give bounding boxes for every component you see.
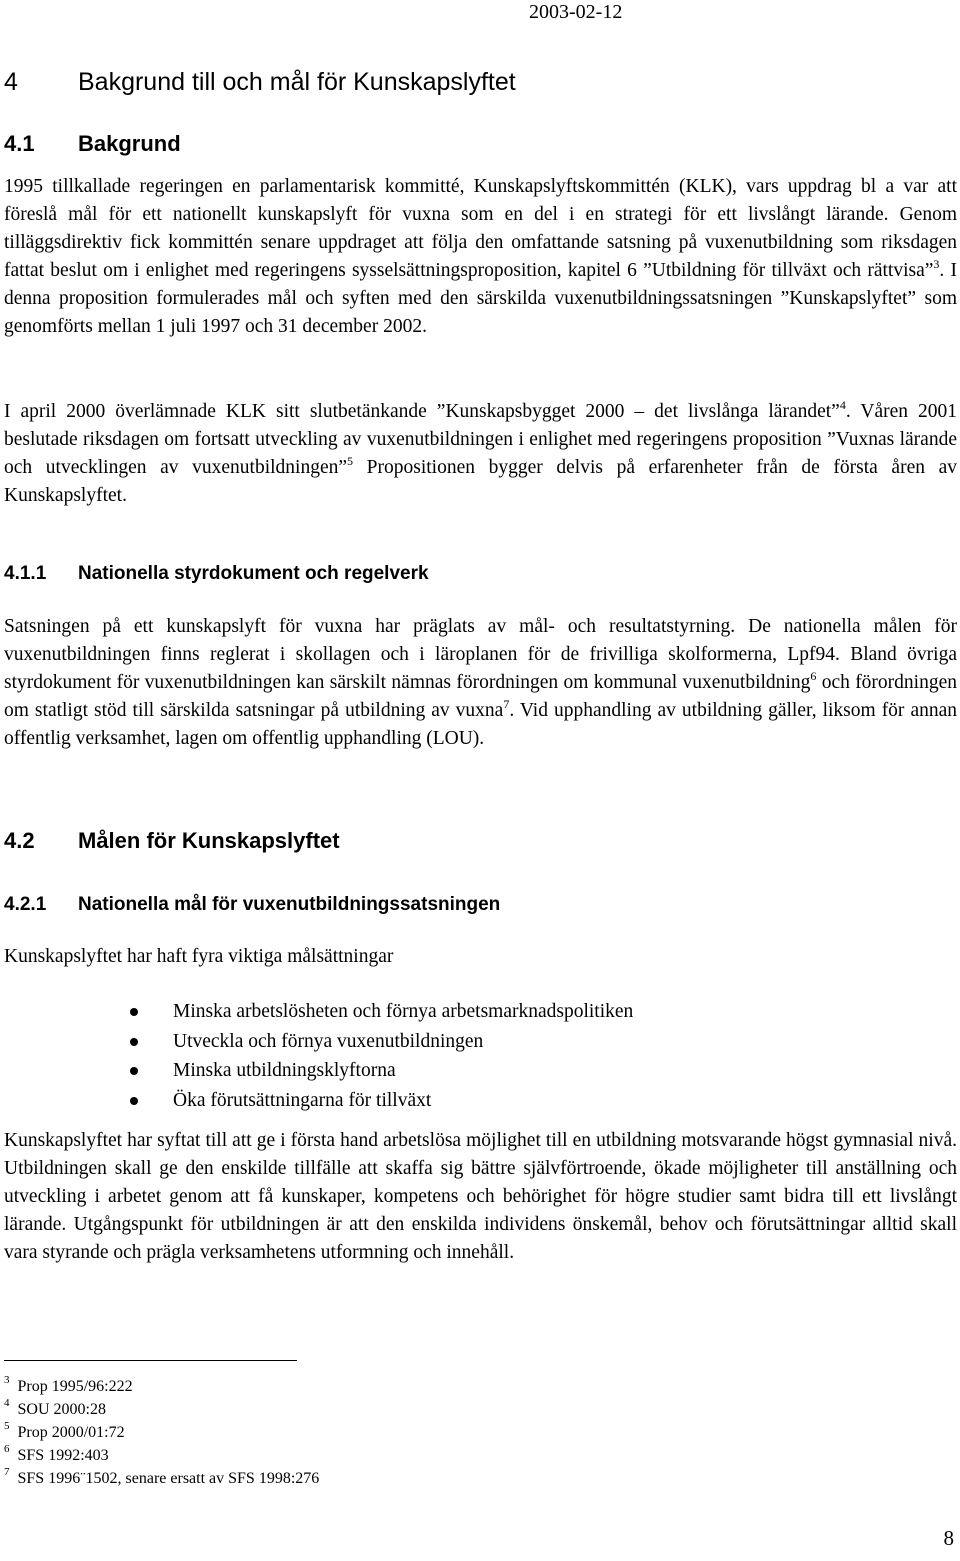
section-number: 4.1 [4, 131, 35, 156]
paragraph-background-1: 1995 tillkallade regeringen en parlamentarisk kommitté, Kunskapslyftskommittén (KLK), vars uppdrag bl a var att föreslå mål för ett nationellt kunskapslyft för vuxna som en del i en strategi för ett livslångt lärande. Genom tilläggsdirektiv fick kommittén senare uppdraget att följa den omfattande satsning på vuxenutbildning som riksdagen fattat beslut om i enlighet med regeringens sysselsättningsproposition, kapitel 6 ”Utbildning för tillväxt och rättvisa”$^3$. I denna proposition formulerades mål och syften med den särskilda vuxenutbildningssatsningen ”Kunskapslyftet” som genomförts mellan 1 juli 1997 och 31 december 2002. [4, 176, 957, 337]
paragraph-purpose: Kunskapslyftet har syftat till att ge i första hand arbetslösa möjlighet till en utbildning motsvarande högst gymnasial nivå. Utbildningen skall ge den enskilde tillfälle att skaffa sig bättre självförtroende, ökade möjligheter till anställning och utveckling i arbetet genom att få kunskaper, kompetens och behörighet för högre studier samt bidra till ett livslångt lärande. Utgångspunkt för utbildningen är att den enskilda individens önskemål, behov och förutsättningar alltid skall vara styrande och prägla verksamhetens utformning och innehåll. [4, 1130, 957, 1263]
chapter-heading [4, 68, 516, 97]
footnote: $^7$ SFS 1996¨1502, senare ersatt av SFS 1998:276 [4, 1465, 320, 1487]
footnote-separator [4, 1360, 297, 1361]
footnote-ref: 7 [503, 696, 510, 711]
list-item: Utveckla och förnya vuxenutbildningen [130, 1027, 633, 1057]
section-title: Nationella styrdokument och regelverk [78, 563, 429, 584]
list-item: Öka förutsättningarna för tillväxt [130, 1086, 633, 1116]
footnote: $^3$ Prop 1995/96:222 [4, 1373, 133, 1395]
footnote-ref: 4 [839, 397, 846, 412]
footnote-ref: 5 [347, 453, 354, 468]
footnote-ref: 6 [810, 668, 817, 683]
goals-list [130, 997, 633, 1115]
page-number: 8 [943, 1526, 954, 1550]
footnote: $^5$ Prop 2000/01:72 [4, 1419, 125, 1441]
footnote-ref: 3 [933, 256, 940, 271]
section-number: 4.2.1 [4, 894, 47, 915]
section-title: Bakgrund [78, 131, 181, 156]
section-heading-4-1 [4, 131, 181, 157]
bullet-icon [130, 1067, 138, 1075]
list-item: Minska arbetslösheten och förnya arbetsmarknadspolitiken [130, 997, 633, 1027]
paragraph-background-2: I april 2000 överlämnade KLK sitt slutbetänkande ”Kunskapsbygget 2000 – det livslånga lärandet”$^4$. Våren 2001 beslutade riksdagen om fortsatt utveckling av vuxenutbildningen i enlighet med regeringens proposition ”Vuxnas lärande och utvecklingen av vuxenutbildningen”$^5$ Propositionen bygger delvis på erfarenheter från de första åren av Kunskapslyftet. [4, 397, 957, 506]
document-date: 2003-02-12 [529, 1, 623, 23]
bullet-icon [130, 1008, 138, 1016]
section-number: 4.1.1 [4, 563, 47, 584]
section-heading-4-2 [4, 828, 340, 854]
section-heading-4-2-1 [4, 894, 500, 916]
footnote: $^4$ SOU 2000:28 [4, 1396, 106, 1418]
paragraph-styrdokument: Satsningen på ett kunskapslyft för vuxna har präglats av mål- och resultatstyrning. De nationella målen för vuxenutbildningen finns reglerat i skollagen och i läroplanen för de frivilliga skolformerna, Lpf94. Bland övriga styrdokument för vuxenutbildningen kan särskilt nämnas förordningen om kommunal vuxenutbildning$^6$ och förordningen om statligt stöd till särskilda satsningar på utbildning av vuxna$^7$. Vid upphandling av utbildning gäller, liksom för annan offentlig verksamhet, lagen om offentlig upphandling (LOU). [4, 616, 958, 749]
section-heading-4-1-1 [4, 563, 429, 585]
footnote: $^6$ SFS 1992:403 [4, 1442, 109, 1464]
section-title: Nationella mål för vuxenutbildningssatsningen [78, 894, 501, 915]
footnotes [4, 1375, 319, 1490]
chapter-title: Bakgrund till och mål för Kunskapslyftet [78, 68, 516, 96]
bullet-icon [130, 1097, 138, 1105]
chapter-number: 4 [4, 68, 18, 96]
goals-intro: Kunskapslyftet har haft fyra viktiga målsättningar [4, 946, 394, 967]
bullet-icon [130, 1038, 138, 1046]
list-item: Minska utbildningsklyftorna [130, 1056, 633, 1086]
section-title: Målen för Kunskapslyftet [78, 828, 340, 853]
section-number: 4.2 [4, 828, 35, 853]
